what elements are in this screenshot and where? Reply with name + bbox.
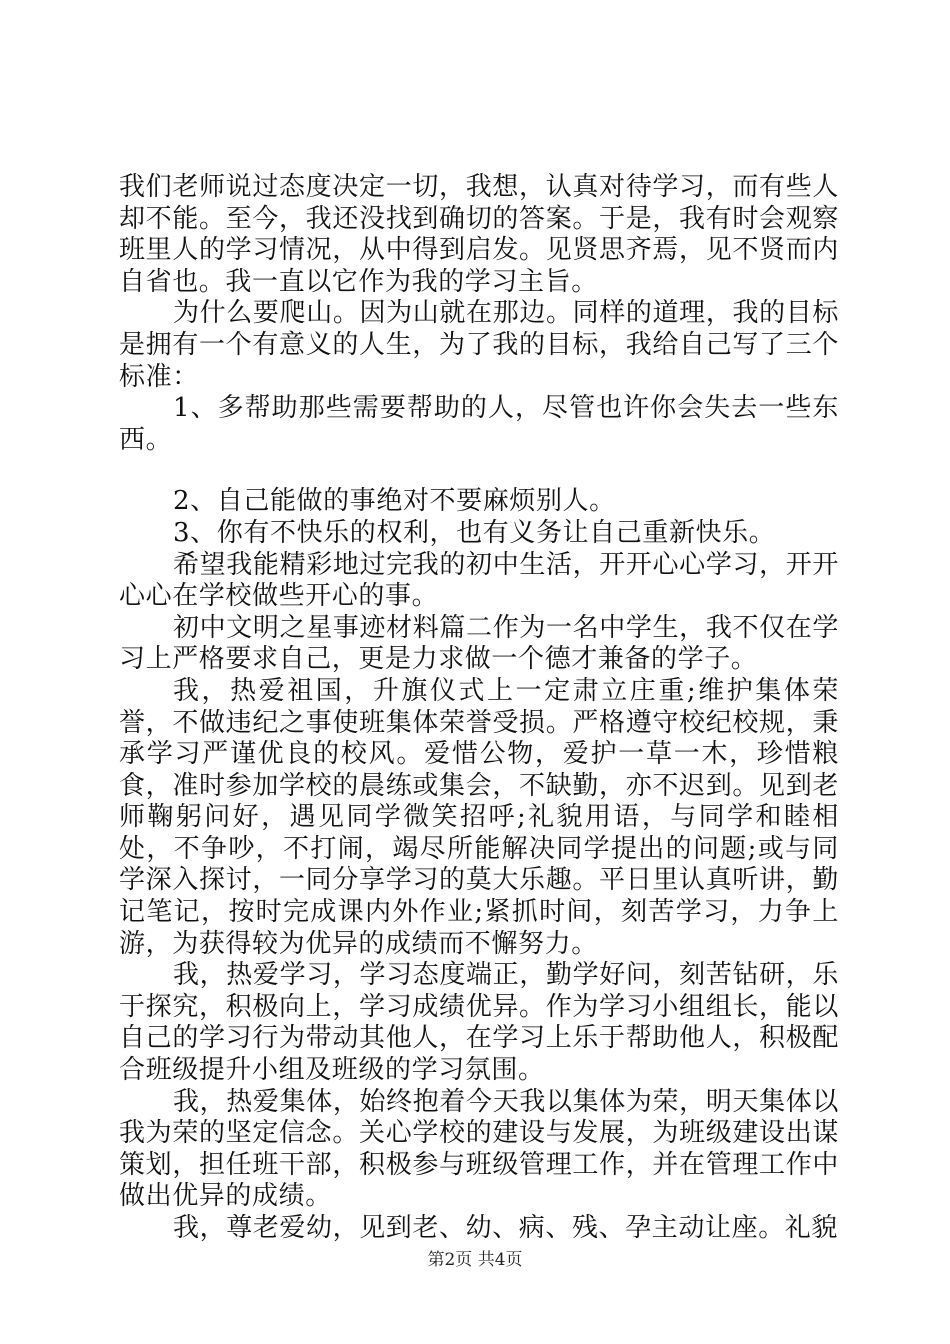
list-item: 2、自己能做的事绝对不要麻烦别人。	[173, 486, 616, 517]
list-item: 3、你有不快乐的权利，也有义务让自己重新快乐。	[173, 517, 776, 548]
paragraph: 初中文明之星事迹材料篇二作为一名中学生，我不仅在学习上严格要求自己，更是力求做一个德才兼备的学子。	[119, 612, 839, 675]
paragraph: 为什么要爬山。因为山就在那边。同样的道理，我的目标是拥有一个有意义的人生，为了我的目标，我给自己写了三个标准：	[119, 298, 839, 392]
paragraph: 希望我能精彩地过完我的初中生活，开开心心学习，开开心心在学校做些开心的事。	[119, 549, 839, 612]
paragraph: 我，热爱集体，始终抱着今天我以集体为荣，明天集体以我为荣的坚定信念。关心学校的建设与发展，为班级建设出谋策划，担任班干部，积极参与班级管理工作，并在管理工作中做出优异的成绩。	[119, 1086, 839, 1212]
page-footer: 第2页 共4页	[427, 1250, 523, 1270]
paragraph: 我，热爱祖国，升旗仪式上一定肃立庄重;维护集体荣誉，不做违纪之事使班集体荣誉受损。严格遵守校纪校规，秉承学习严谨优良的校风。爱惜公物，爱护一草一木，珍惜粮食，准时参加学校的晨练或集会，不缺勤，亦不迟到。见到老师鞠躬问好，遇见同学微笑招呼;礼貌用语，与同学和睦相处，不争吵，不打闹，竭尽所能解决同学提出的问题;或与同学深入探讨，一同分享学习的莫大乐趣。平日里认真听讲，勤记笔记，按时完成课内外作业;紧抓时间，刻苦学习，力争上游，为获得较为优异的成绩而不懈努力。	[119, 675, 839, 959]
paragraph: 我，热爱学习，学习态度端正，勤学好问，刻苦钻研，乐于探究，积极向上，学习成绩优异。作为学习小组组长，能以自己的学习行为带动其他人，在学习上乐于帮助他人，积极配合班级提升小组及班级的学习氛围。	[119, 960, 839, 1086]
paragraph: 我们老师说过态度决定一切，我想，认真对待学习，而有些人却不能。至今，我还没找到确切的答案。于是，我有时会观察班里人的学习情况，从中得到启发。见贤思齐焉，见不贤而内自省也。我一直以它作为我的学习主旨。	[119, 172, 839, 297]
body-text	[119, 172, 839, 1245]
paragraph: 我，尊老爱幼，见到老、幼、病、残、孕主动让座。礼貌	[173, 1213, 839, 1243]
list-item: 1、多帮助那些需要帮助的人，尽管也许你会失去一些东西。	[119, 393, 839, 455]
